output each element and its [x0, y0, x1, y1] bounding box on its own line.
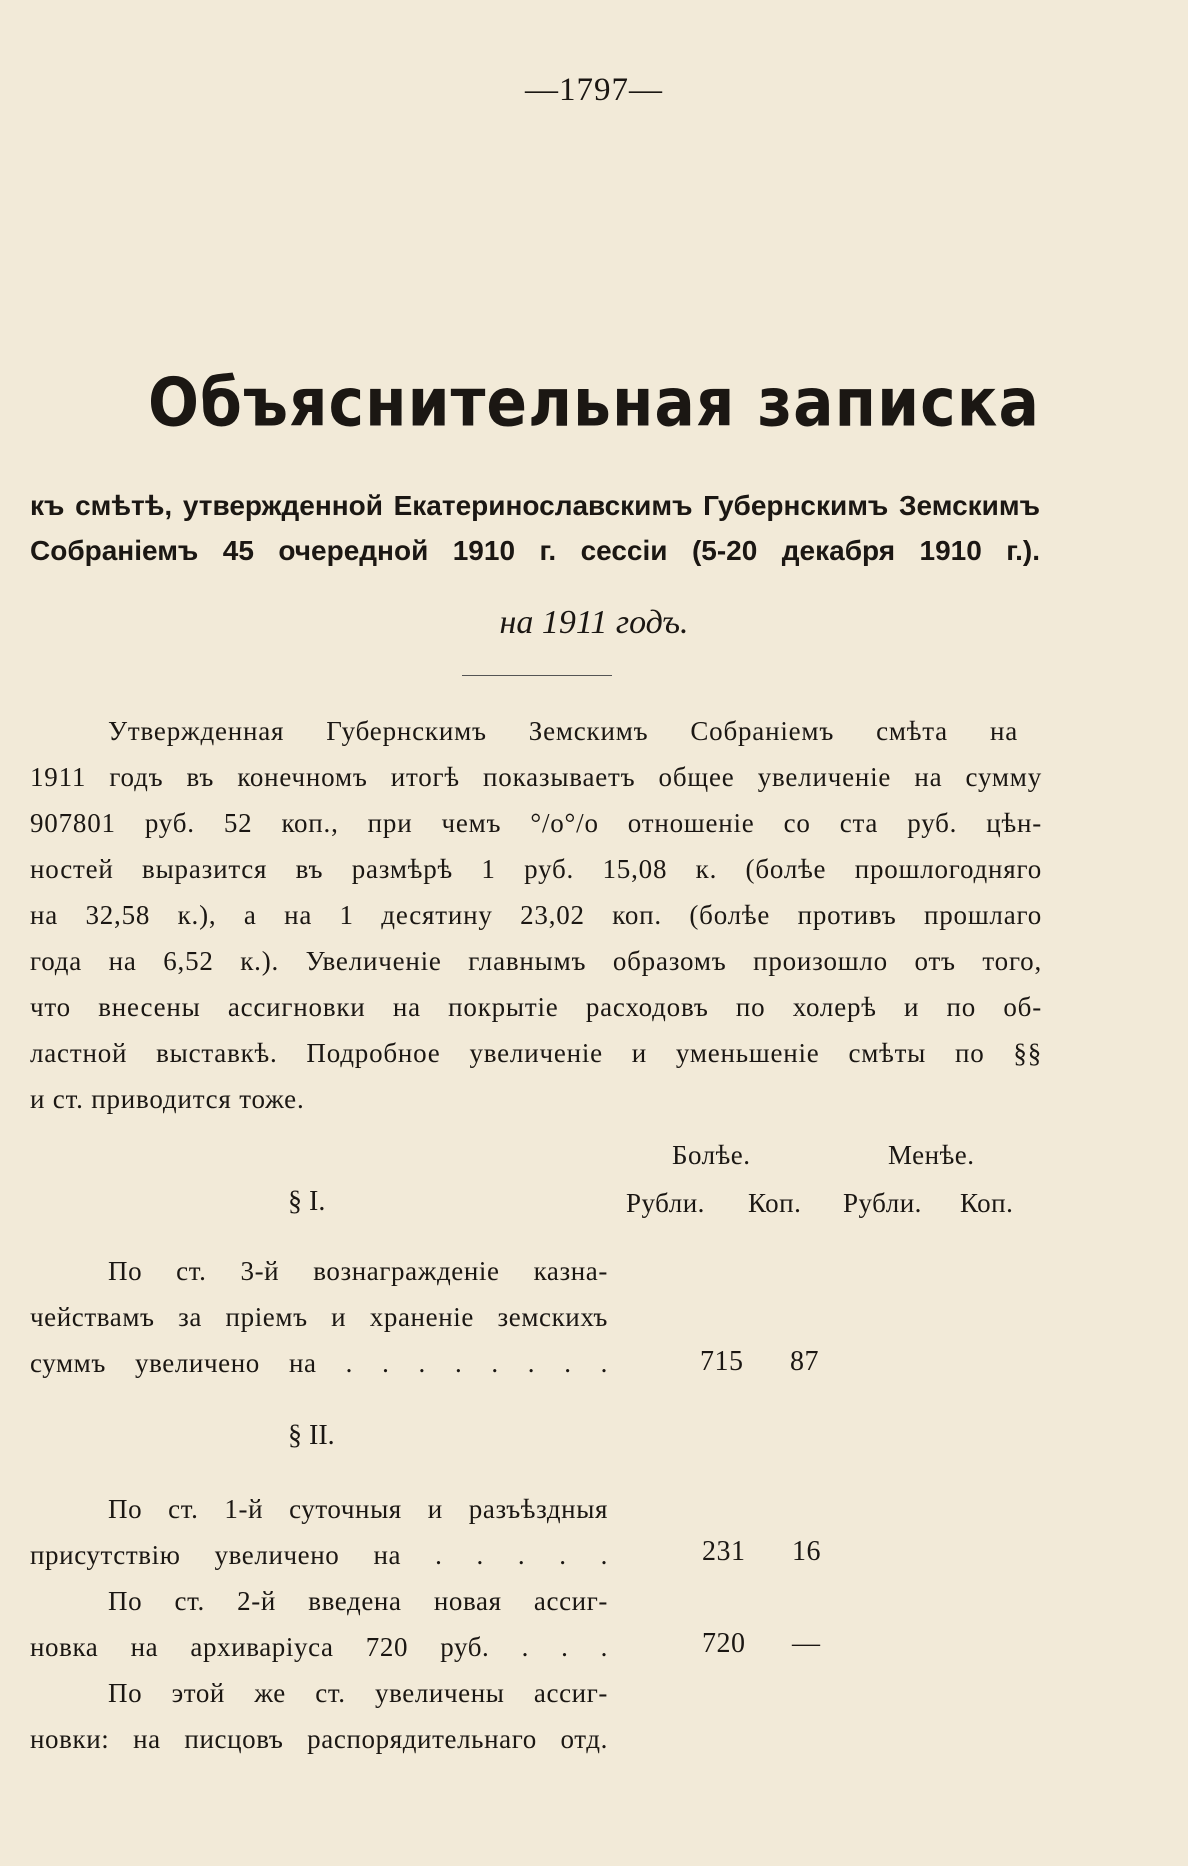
entry-line: По ст. 2-й введена новая ассиг-	[108, 1586, 608, 1616]
column-header-kopecks: Коп.	[748, 1188, 802, 1218]
subtitle-line-1: къ смѣтѣ, утвержденной Екатеринославскимъ Губернскимъ Земскимъ	[30, 490, 1040, 521]
amount-kopecks: —	[792, 1628, 821, 1659]
entry-line: суммъ увеличено на . . . . . . . .	[30, 1348, 608, 1378]
column-header-rubles: Рубли.	[843, 1188, 922, 1218]
intro-line: 1911 годъ въ конечномъ итогѣ показываетъ общее увеличеніе на сумму	[30, 762, 1042, 792]
intro-line: на 32,58 к.), а на 1 десятину 23,02 коп. (болѣе противъ прошлаго	[30, 900, 1042, 930]
year-heading: на 1911 годъ.	[499, 604, 689, 641]
entry-line: чействамъ за пріемъ и храненіе земскихъ	[30, 1302, 608, 1332]
column-header-more: Болѣе.	[672, 1140, 751, 1170]
column-header-kopecks: Коп.	[960, 1188, 1014, 1218]
divider-rule	[462, 675, 612, 676]
entry-line: По ст. 1-й суточныя и разъѣздныя	[108, 1494, 608, 1524]
section-heading: § I.	[288, 1186, 326, 1217]
amount-kopecks: 87	[790, 1346, 819, 1377]
amount-rubles: 720	[702, 1628, 746, 1659]
intro-line: ностей выразится въ размѣрѣ 1 руб. 15,08 к. (болѣе прошлогодняго	[30, 854, 1042, 884]
entry-line: новки: на писцовъ распорядительнаго отд.	[30, 1724, 608, 1754]
intro-line: Утвержденная Губернскимъ Земскимъ Собраніемъ смѣта на	[108, 716, 1018, 746]
amount-kopecks: 16	[792, 1536, 821, 1567]
intro-line: ластной выставкѣ. Подробное увеличеніе и уменьшеніе смѣты по §§	[30, 1038, 1042, 1068]
column-header-less: Менѣе.	[888, 1140, 975, 1170]
amount-rubles: 715	[700, 1346, 744, 1377]
entry-line: По ст. 3-й вознагражденіе казна-	[108, 1256, 608, 1286]
intro-line: 907801 руб. 52 коп., при чемъ °/о°/о отношеніе со ста руб. цѣн-	[30, 808, 1042, 838]
entry-line: новка на архиваріуса 720 руб. . . .	[30, 1632, 608, 1662]
amount-rubles: 231	[702, 1536, 746, 1567]
entry-line: присутствію увеличено на . . . . .	[30, 1540, 608, 1570]
intro-line: что внесены ассигновки на покрытіе расходовъ по холерѣ и по об-	[30, 992, 1042, 1022]
section-heading: § II.	[288, 1420, 335, 1451]
intro-line: и ст. приводится тоже.	[30, 1084, 305, 1114]
subtitle-line-2: Собраніемъ 45 очередной 1910 г. сессіи (5-20 декабря 1910 г.).	[30, 535, 1040, 566]
column-header-rubles: Рубли.	[626, 1188, 705, 1218]
page-number: —1797—	[525, 72, 663, 108]
intro-line: года на 6,52 к.). Увеличеніе главнымъ образомъ произошло отъ того,	[30, 946, 1042, 976]
entry-line: По этой же ст. увеличены ассиг-	[108, 1678, 608, 1708]
document-title: Объяснительная записка	[148, 363, 1040, 443]
